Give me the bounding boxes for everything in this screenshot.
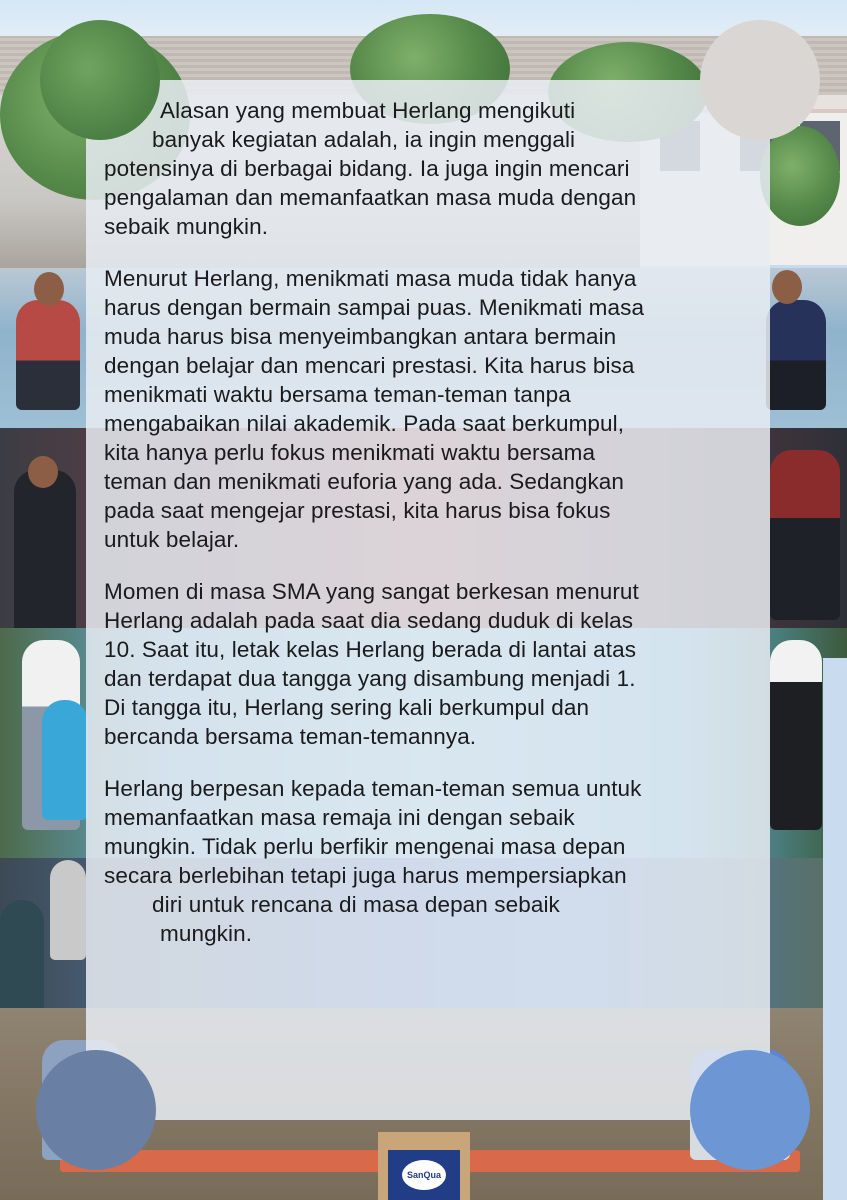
- text-line: untuk belajar.: [104, 527, 240, 552]
- paragraph-memorable-moment: [104, 577, 764, 751]
- text-line: Menurut Herlang, menikmati masa muda tidak hanya: [104, 266, 637, 291]
- shrub-right: [760, 126, 840, 226]
- text-line: Herlang berpesan kepada teman-teman semua untuk: [104, 776, 642, 801]
- text-line: Di tangga itu, Herlang sering kali berkumpul dan: [104, 695, 590, 720]
- text-line: Herlang adalah pada saat dia sedang duduk di kelas: [104, 608, 634, 633]
- text-line: diri untuk rencana di masa depan sebaik: [152, 892, 560, 917]
- students-group-right-photo: [770, 450, 840, 620]
- student-waving-photo: [770, 640, 822, 830]
- text-line: bercanda bersama teman-temannya.: [104, 724, 477, 749]
- student-black-suit-photo: [14, 470, 76, 640]
- text-line: teman dan menikmati euforia yang ada. Sedangkan: [104, 469, 625, 494]
- text-line: sebaik mungkin.: [104, 214, 269, 239]
- text-line: secara berlebihan tetapi juga harus mempersiapkan: [104, 863, 627, 888]
- text-line: memanfaatkan masa remaja ini dengan sebaik: [104, 805, 575, 830]
- text-line: dan terdapat dua tangga yang disambung menjadi 1.: [104, 666, 636, 691]
- paragraph-reasons: [104, 96, 764, 241]
- text-line: mengabaikan nilai akademik. Pada saat berkumpul,: [104, 411, 625, 436]
- text-line: pada saat mengejar prestasi, kita harus bisa fokus: [104, 498, 611, 523]
- student-navy-jacket-photo: [766, 300, 826, 410]
- panel-corner-cutout-bottom-right: [690, 1050, 810, 1170]
- student-head: [28, 456, 58, 488]
- text-line: banyak kegiatan adalah, ia ingin menggali: [152, 127, 576, 152]
- brand-logo: SanQua: [402, 1160, 446, 1190]
- student-grey-shirt-photo: [50, 860, 86, 960]
- text-line: potensinya di berbagai bidang. Ia juga ingin mencari: [104, 156, 630, 181]
- article-body: [104, 96, 764, 971]
- box-label: [388, 1150, 460, 1200]
- text-line: harus dengan bermain sampai puas. Menikmati masa: [104, 295, 645, 320]
- text-line: mungkin.: [160, 921, 253, 946]
- tent-photo: [0, 900, 44, 1020]
- water-carton-box: [378, 1132, 470, 1200]
- text-line: Alasan yang membuat Herlang mengikuti: [160, 98, 576, 123]
- text-line: kita hanya perlu fokus menikmati waktu bersama: [104, 440, 596, 465]
- student-head: [34, 272, 64, 306]
- student-red-plaid-photo: [16, 300, 80, 410]
- text-line: Momen di masa SMA yang sangat berkesan menurut: [104, 579, 639, 604]
- panel-corner-cutout-bottom-left: [36, 1050, 156, 1170]
- student-head: [772, 270, 802, 304]
- paragraph-message: [104, 774, 764, 948]
- text-line: dengan belajar dan mencari prestasi. Kita harus bisa: [104, 353, 635, 378]
- text-line: pengalaman dan memanfaatkan masa muda dengan: [104, 185, 637, 210]
- text-line: menikmati waktu bersama teman-teman tanpa: [104, 382, 571, 407]
- light-blue-border-strip: [823, 658, 847, 1200]
- student-blue-jacket-photo: [42, 700, 88, 820]
- paragraph-enjoying-youth: [104, 264, 764, 554]
- text-line: muda harus bisa menyeimbangkan antara bermain: [104, 324, 617, 349]
- text-line: mungkin. Tidak perlu berfikir mengenai masa depan: [104, 834, 626, 859]
- text-line: 10. Saat itu, letak kelas Herlang berada di lantai atas: [104, 637, 637, 662]
